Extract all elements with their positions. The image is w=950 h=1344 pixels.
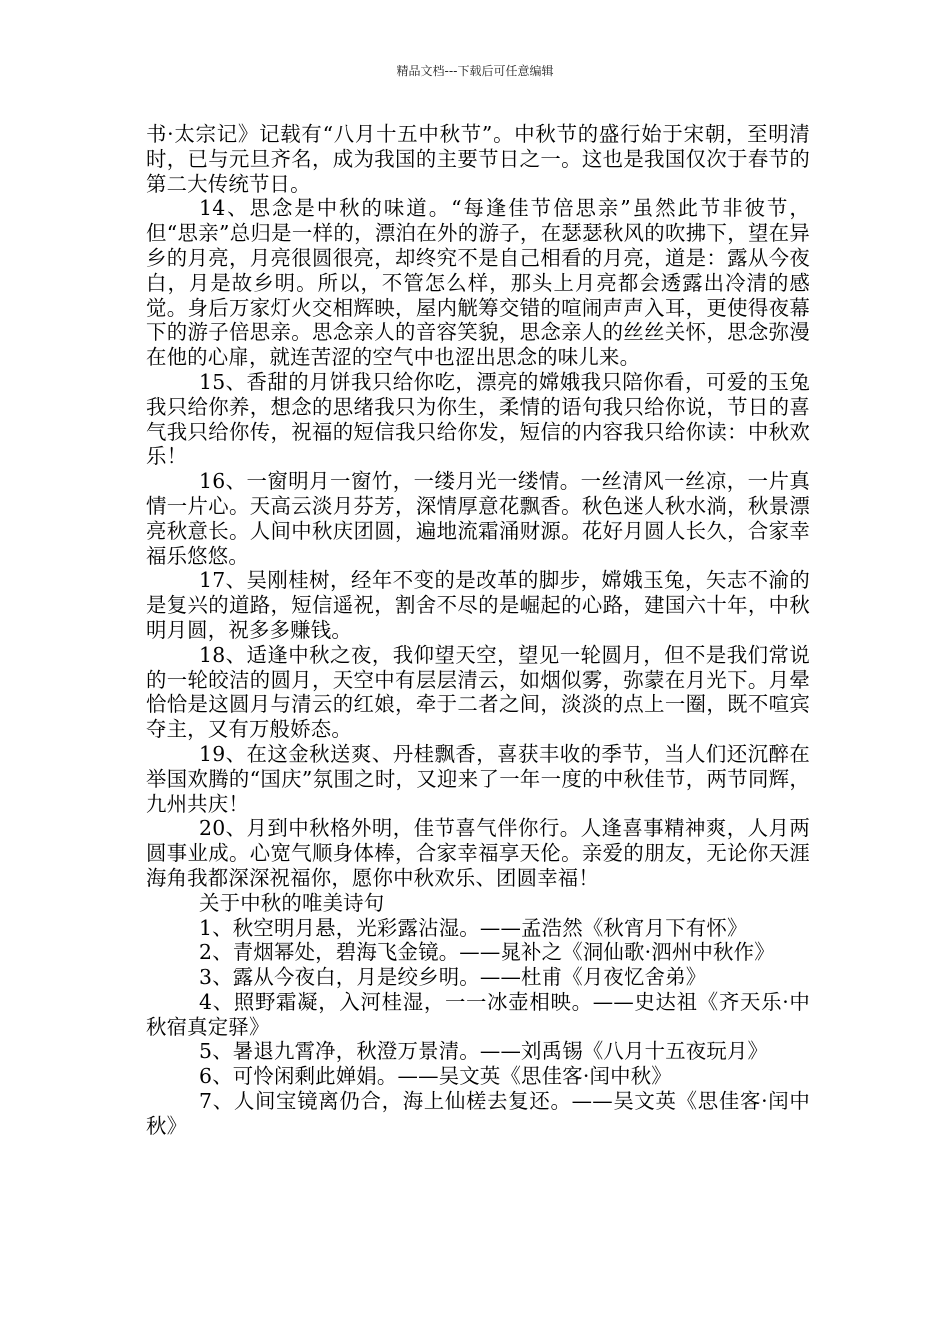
page-header: 精品文档---下载后可任意编辑 xyxy=(396,64,554,78)
paragraph-item-14: 14、思念是中秋的味道。“每逢佳节倍思亲”虽然此节非彼节，但“思亲”总归是一样的，漂泊在外的游子，在瑟瑟秋风的吹拂下，望在异乡的月亮，月亮很圆很亮，却终究不是自己相看的月亮，道是：露从今夜白，月是故乡明。所以，不管怎么样，那头上月亮都会透露出冷清的感觉。身后万家灯火交相辉映，屋内觥筹交错的喧闹声声入耳，更使得夜幕下的游子倍思亲。思念亲人的音容笑貌，思念亲人的丝丝关怀，思念弥漫在他的心扉，就连苦涩的空气中也涩出思念的味儿来。 xyxy=(146,196,810,370)
paragraph-item-15: 15、香甜的月饼我只给你吃，漂亮的嫦娥我只陪你看，可爱的玉兔我只给你养，想念的思绪我只为你生，柔情的语句我只给你说，节日的喜气我只给你传，祝福的短信我只给你发，短信的内容我只给你读：中秋欢乐！ xyxy=(146,369,810,469)
poem-line-6: 6、可怜闲剩此婵娟。——吴文英《思佳客·闰中秋》 xyxy=(199,1064,672,1089)
document-body xyxy=(146,122,810,1139)
paragraph-item-19: 19、在这金秋送爽、丹桂飘香，喜获丰收的季节，当人们还沉醉在举国欢腾的“国庆”氛围之时，又迎来了一年一度的中秋佳节，两节同辉，九州共庆！ xyxy=(146,741,810,816)
poem-line-2: 2、青烟幂处，碧海飞金镜。——晁补之《洞仙歌·泗州中秋作》 xyxy=(199,940,775,965)
section-heading: 关于中秋的唯美诗句 xyxy=(199,890,385,915)
paragraph-item-16: 16、一窗明月一窗竹，一缕月光一缕情。一丝清风一丝凉，一片真情一片心。天高云淡月芬芳，深情厚意花飘香。秋色迷人秋水淌，秋景漂亮秋意长。人间中秋庆团圆，遍地流霜涌财源。花好月圆人长久，合家幸福乐悠悠。 xyxy=(146,469,810,568)
poem-line-7: 7、人间宝镜离仍合，海上仙槎去复还。——吴文英《思佳客·闰中秋》 xyxy=(146,1089,810,1138)
poem-line-4: 4、照野霜凝，入河桂湿，一一冰壶相映。——史达祖《齐天乐·中秋宿真定驿》 xyxy=(146,989,810,1039)
paragraph-continuation: 书·太宗记》记载有“八月十五中秋节”。中秋节的盛行始于宋朝，至明清时，已与元旦齐名，成为我国的主要节日之一。这也是我国仅次于春节的第二大传统节日。 xyxy=(146,122,810,196)
poem-line-3: 3、露从今夜白，月是绞乡明。——杜甫《月夜忆舍弟》 xyxy=(199,965,707,990)
paragraph-item-17: 17、吴刚桂树，经年不变的是改革的脚步，嫦娥玉兔，矢志不渝的是复兴的道路，短信遥祝，割舍不尽的是崛起的心路，建国六十年，中秋明月圆，祝多多赚钱。 xyxy=(146,568,810,642)
paragraph-item-20: 20、月到中秋格外明，佳节喜气伴你行。人逢喜事精神爽，人月两圆事业成。心宽气顺身体棒，合家幸福享天伦。亲爱的朋友，无论你天涯海角我都深深祝福你，愿你中秋欢乐、团圆幸福！ xyxy=(146,816,810,890)
paragraph-item-18: 18、适逢中秋之夜，我仰望天空，望见一轮圆月，但不是我们常说的一轮皎洁的圆月，天空中有层层清云，如烟似雾，弥蒙在月光下。月晕恰恰是这圆月与清云的红娘，牵于二者之间，淡淡的点上一圈，既不喧宾夺主，又有万般娇态。 xyxy=(146,642,810,742)
poem-line-5: 5、暑退九霄净，秋澄万景清。——刘禹锡《八月十五夜玩月》 xyxy=(199,1039,769,1064)
poem-line-1: 1、秋空明月悬，光彩露沾湿。——孟浩然《秋宵月下有怀》 xyxy=(199,915,748,940)
